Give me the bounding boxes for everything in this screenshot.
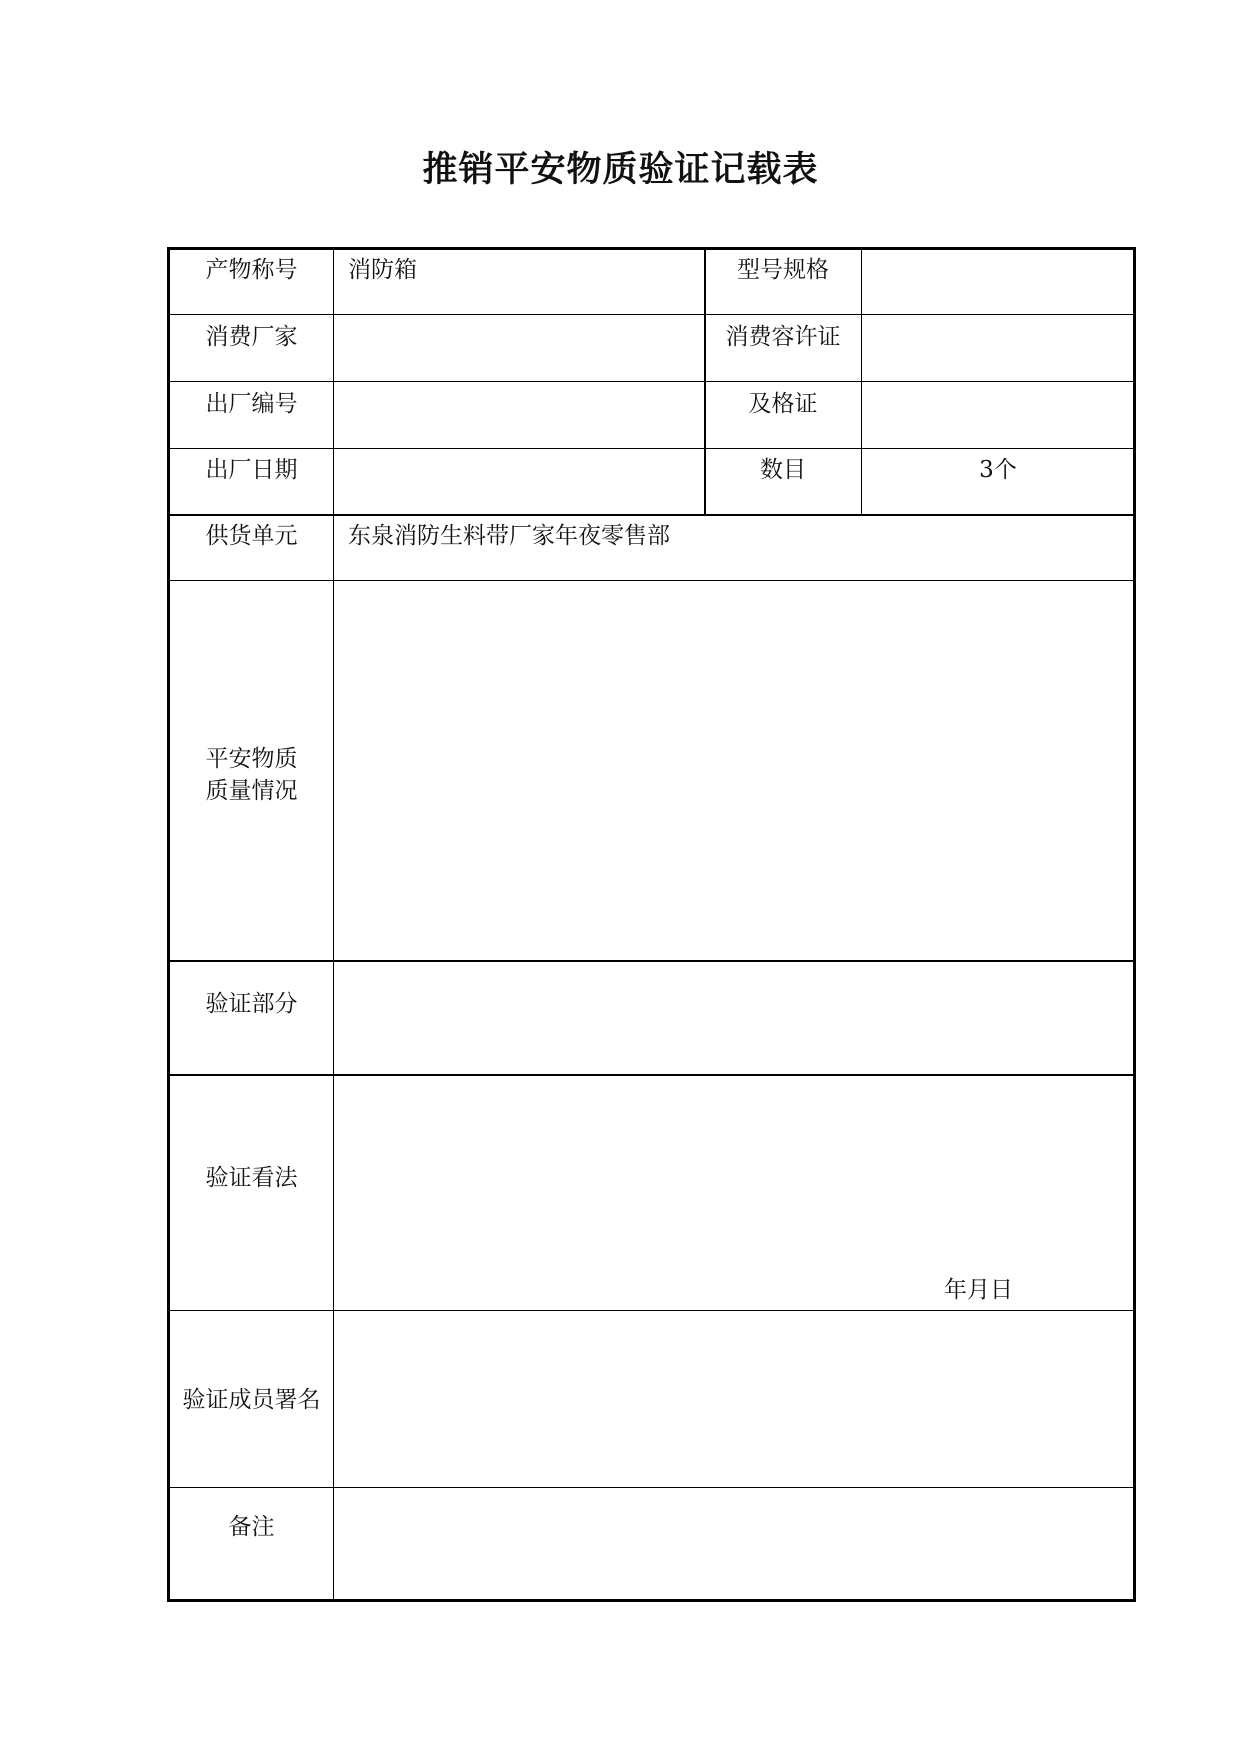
- opinion-label: 验证看法: [205, 1165, 298, 1191]
- row-divider: [170, 580, 1133, 581]
- product-name-value: 消防箱: [348, 257, 417, 283]
- column-divider: [333, 250, 334, 1599]
- quantity-label: 数目: [760, 457, 806, 483]
- production-license-value-cell[interactable]: [863, 315, 1133, 381]
- remarks-value-cell[interactable]: [335, 1488, 1133, 1599]
- date-value-cell[interactable]: [335, 449, 703, 514]
- inspection-part-label: 验证部分: [205, 991, 298, 1017]
- quality-label-line1: 平安物质: [205, 746, 298, 772]
- opinion-value-cell[interactable]: [335, 1076, 1133, 1310]
- certificate-value-cell[interactable]: [863, 382, 1133, 448]
- remarks-label: 备注: [228, 1514, 275, 1540]
- inspection-form-table: [167, 247, 1136, 1602]
- column-divider: [861, 250, 862, 514]
- signature-value-cell[interactable]: [335, 1311, 1133, 1487]
- signature-label: 验证成员署名: [182, 1387, 321, 1413]
- model-label: 型号规格: [737, 257, 829, 283]
- quantity-value: 3个: [979, 457, 1017, 483]
- production-license-label: 消费容许证: [725, 324, 841, 350]
- inspection-part-value-cell[interactable]: [335, 962, 1133, 1074]
- quality-value-cell[interactable]: [335, 582, 1133, 960]
- model-value-cell[interactable]: [863, 250, 1133, 314]
- form-title: 推销平安物质验证记载表: [422, 149, 819, 190]
- supplier-label: 供货单元: [205, 523, 298, 549]
- quality-label-line2: 质量情况: [205, 778, 298, 804]
- date-footer: 年月日: [944, 1277, 1013, 1303]
- certificate-label: 及格证: [748, 391, 818, 417]
- row-divider: [170, 514, 1133, 516]
- manufacturer-value-cell[interactable]: [335, 315, 703, 381]
- manufacturer-label: 消费厂家: [205, 324, 298, 350]
- serial-label: 出厂编号: [205, 391, 298, 417]
- product-name-label: 产物称号: [205, 257, 298, 283]
- date-label: 出厂日期: [205, 457, 298, 483]
- serial-value-cell[interactable]: [335, 382, 703, 448]
- supplier-value: 东泉消防生料带厂家年夜零售部: [348, 523, 670, 549]
